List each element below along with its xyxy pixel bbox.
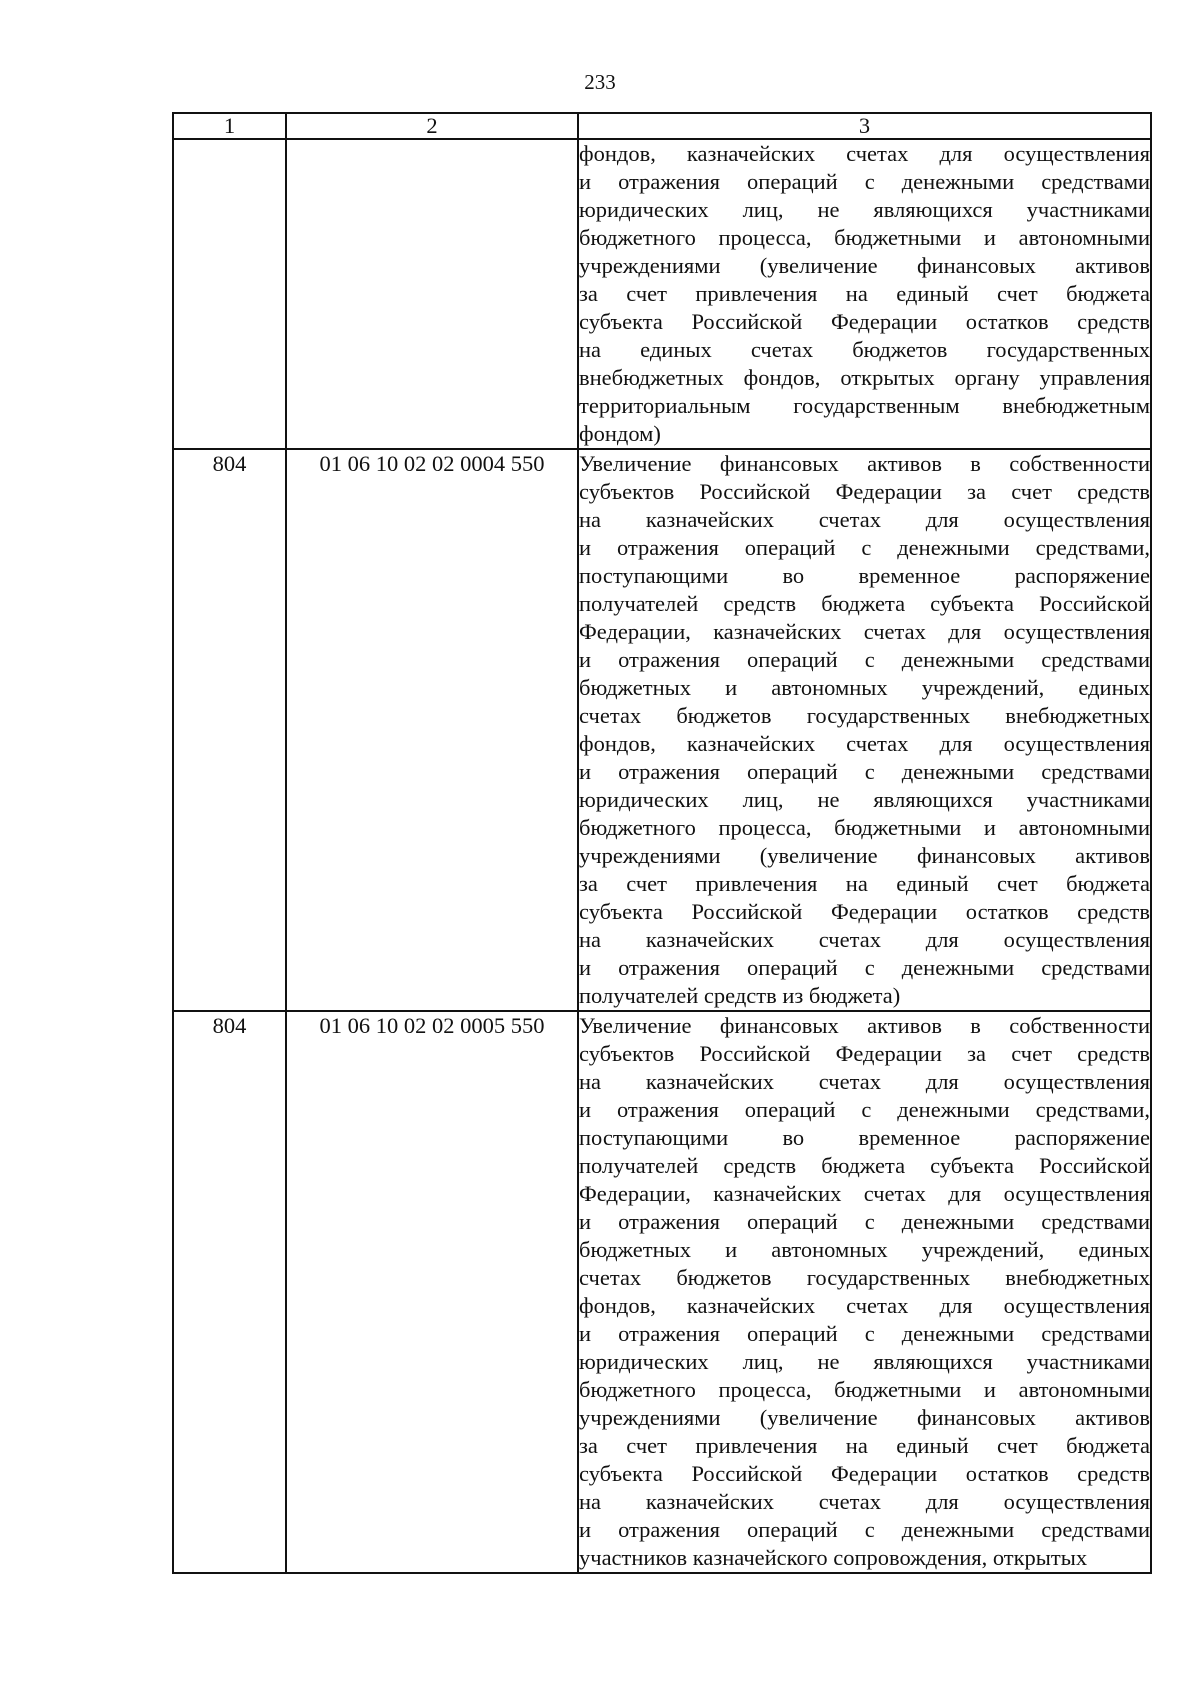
description-line: субъектов Российской Федерации за счет средств — [579, 1041, 1150, 1066]
description-line: и отражения операций с денежными средствами, — [579, 535, 1150, 560]
description-line: на казначейских счетах для осуществления — [579, 1069, 1150, 1094]
description-line: фондом) — [579, 421, 661, 446]
page-number: 233 — [584, 70, 616, 94]
description-line: и отражения операций с денежными средствами, — [579, 1097, 1150, 1122]
description-line: внебюджетных фондов, открытых органу управления — [579, 365, 1150, 390]
classification-code-cell: 01 06 10 02 02 0005 550 — [286, 1011, 578, 1573]
description-line: юридических лиц, не являющихся участниками — [579, 787, 1150, 812]
table-row — [173, 139, 1151, 449]
description-line: на казначейских счетах для осуществления — [579, 507, 1150, 532]
table-body — [173, 139, 1151, 1573]
description-line: бюджетного процесса, бюджетными и автономными — [579, 815, 1150, 840]
description-line: бюджетных и автономных учреждений, единых — [579, 675, 1150, 700]
description-line: субъекта Российской Федерации остатков средств — [579, 899, 1150, 924]
description-line: учреждениями (увеличение финансовых активов — [579, 843, 1150, 868]
admin-code-cell: 804 — [173, 449, 286, 1011]
description-line: получателей средств из бюджета) — [579, 983, 901, 1008]
classification-table — [172, 112, 1152, 1574]
admin-code-cell — [173, 139, 286, 449]
description-line: получателей средств бюджета субъекта Российской — [579, 591, 1150, 616]
description-line: бюджетного процесса, бюджетными и автономными — [579, 225, 1150, 250]
classification-code-cell — [286, 139, 578, 449]
description-line: юридических лиц, не являющихся участниками — [579, 1349, 1150, 1374]
description-line: Увеличение финансовых активов в собственности — [579, 1013, 1150, 1038]
header-col-2: 2 — [286, 113, 578, 139]
table-row — [173, 449, 1151, 1011]
description-line: бюджетных и автономных учреждений, единых — [579, 1237, 1150, 1262]
description-cell — [578, 449, 1151, 1011]
description-line: участников казначейского сопровождения, открытых — [579, 1545, 1088, 1570]
description-line: за счет привлечения на единый счет бюджета — [579, 1433, 1150, 1458]
table-row — [173, 1011, 1151, 1573]
description-line: субъектов Российской Федерации за счет средств — [579, 479, 1150, 504]
description-line: и отражения операций с денежными средствами — [579, 1517, 1150, 1542]
description-line: фондов, казначейских счетах для осуществления — [579, 141, 1150, 166]
description-line: учреждениями (увеличение финансовых активов — [579, 253, 1150, 278]
description-line: учреждениями (увеличение финансовых активов — [579, 1405, 1150, 1430]
description-line: и отражения операций с денежными средствами — [579, 759, 1150, 784]
classification-code-cell: 01 06 10 02 02 0004 550 — [286, 449, 578, 1011]
description-line: и отражения операций с денежными средствами — [579, 169, 1150, 194]
description-line: счетах бюджетов государственных внебюджетных — [579, 703, 1150, 728]
description-line: на казначейских счетах для осуществления — [579, 927, 1150, 952]
description-line: поступающими во временное распоряжение — [579, 563, 1150, 588]
description-line: бюджетного процесса, бюджетными и автономными — [579, 1377, 1150, 1402]
description-cell — [578, 1011, 1151, 1573]
table-header-row — [173, 113, 1151, 139]
description-line: и отражения операций с денежными средствами — [579, 1209, 1150, 1234]
description-line: субъекта Российской Федерации остатков средств — [579, 309, 1150, 334]
description-line: фондов, казначейских счетах для осуществления — [579, 731, 1150, 756]
description-line: юридических лиц, не являющихся участниками — [579, 197, 1150, 222]
description-line: на единых счетах бюджетов государственных — [579, 337, 1150, 362]
description-line: и отражения операций с денежными средствами — [579, 647, 1150, 672]
header-col-3: 3 — [578, 113, 1151, 139]
description-line: Увеличение финансовых активов в собственности — [579, 451, 1150, 476]
description-line: фондов, казначейских счетах для осуществления — [579, 1293, 1150, 1318]
description-cell — [578, 139, 1151, 449]
description-line: субъекта Российской Федерации остатков средств — [579, 1461, 1150, 1486]
description-line: Федерации, казначейских счетах для осуществления — [579, 1181, 1150, 1206]
description-line: на казначейских счетах для осуществления — [579, 1489, 1150, 1514]
description-line: получателей средств бюджета субъекта Российской — [579, 1153, 1150, 1178]
header-col-1: 1 — [173, 113, 286, 139]
description-line: счетах бюджетов государственных внебюджетных — [579, 1265, 1150, 1290]
description-line: поступающими во временное распоряжение — [579, 1125, 1150, 1150]
description-line: и отражения операций с денежными средствами — [579, 955, 1150, 980]
description-line: и отражения операций с денежными средствами — [579, 1321, 1150, 1346]
description-line: Федерации, казначейских счетах для осуществления — [579, 619, 1150, 644]
description-line: территориальным государственным внебюджетным — [579, 393, 1150, 418]
description-line: за счет привлечения на единый счет бюджета — [579, 281, 1150, 306]
description-line: за счет привлечения на единый счет бюджета — [579, 871, 1150, 896]
admin-code-cell: 804 — [173, 1011, 286, 1573]
